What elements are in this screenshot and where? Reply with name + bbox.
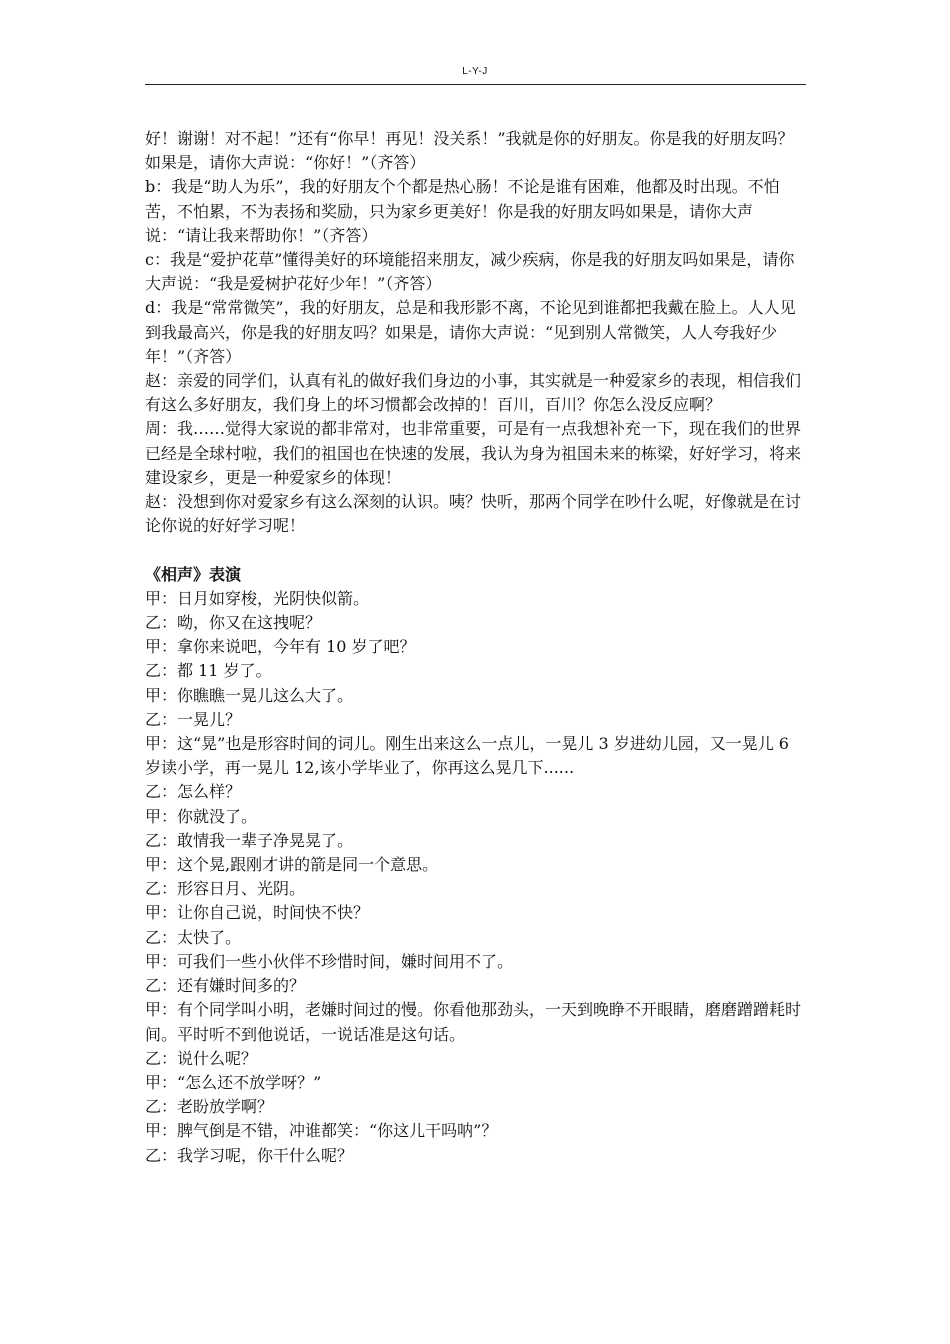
- dialogue-line: 乙：形容日月、光阴。: [145, 879, 306, 899]
- paragraph-zhao-2: 赵：没想到你对爱家乡有这么深刻的认识。咦？快听，那两个同学在吵什么呢，好像就是在讨论你说的好好学习呢！: [145, 492, 802, 536]
- paragraph-friend-d: d：我是“常常微笑”，我的好朋友，总是和我形影不离，不论见到谁都把我戴在脸上。人人见到我最高兴，你是我的好朋友吗？如果是，请你大声说：“见到别人常微笑，人人夸我好少年！”（齐答）: [145, 298, 796, 366]
- dialogue-line: 乙：说什么呢？: [145, 1048, 258, 1068]
- page-header: L-Y-J: [462, 66, 488, 77]
- dialogue-line: 甲：你就没了。: [145, 806, 258, 826]
- dialogue-line: 乙：都 11 岁了。: [145, 661, 272, 681]
- dialogue-line: 甲：脾气倒是不错，冲谁都笑：“你这儿干吗呐”？: [145, 1121, 498, 1141]
- section-title: 《相声》表演: [145, 564, 242, 584]
- paragraph-friend-b: b：我是“助人为乐”，我的好朋友个个都是热心肠！不论是谁有困难，他都及时出现。不怕苦，不怕累，不为表扬和奖励，只为家乡更美好！你是我的好朋友吗如果是，请你大声说：“请让我来帮助你！”（齐答）: [145, 177, 780, 245]
- dialogue-line: 乙：呦，你又在这拽呢？: [145, 613, 322, 633]
- dialogue-line: 甲：日月如穿梭，光阴快似箭。: [145, 588, 370, 608]
- dialogue-line: 甲：这个晃,跟刚才讲的箭是同一个意思。: [145, 855, 439, 875]
- dialogue-line: 乙：怎么样？: [145, 782, 242, 802]
- dialogue-line: 甲：这“晃”也是形容时间的词儿。刚生出来这么一点儿，一晃儿 3 岁进幼儿园，又一晃儿 6 岁读小学，再一晃儿 12,该小学毕业了，你再这么晃几下......: [145, 734, 789, 778]
- dialogue-line: 乙：我学习呢，你干什么呢？: [145, 1145, 354, 1165]
- paragraph-greeting: 好！谢谢！对不起！”还有“你早！再见！没关系！”我就是你的好朋友。你是我的好朋友吗？如果是，请你大声说：“你好！”（齐答）: [145, 129, 794, 173]
- dialogue-line: 甲：可我们一些小伙伴不珍惜时间，嫌时间用不了。: [145, 951, 514, 971]
- dialogue-line: 甲：有个同学叫小明，老嫌时间过的慢。你看他那劲头，一天到晚睁不开眼睛，磨磨蹭蹭耗时间。平时听不到他说话，一说话准是这句话。: [145, 1000, 802, 1044]
- dialogue-line: 乙：敢情我一辈子净晃晃了。: [145, 830, 354, 850]
- dialogue-line: 甲：让你自己说，时间快不快？: [145, 903, 370, 923]
- document-body: [145, 127, 809, 1168]
- paragraph-zhou: 周：我……觉得大家说的都非常对，也非常重要，可是有一点我想补充一下，现在我们的世界已经是全球村啦，我们的祖国也在快速的发展，我认为身为祖国未来的栋梁，好好学习，将来建设家乡，更是一种爱家乡的体现！: [145, 419, 802, 487]
- dialogue-line: 甲：你瞧瞧一晃儿这么大了。: [145, 685, 354, 705]
- paragraph-zhao-1: 赵：亲爱的同学们，认真有礼的做好我们身边的小事，其实就是一种爱家乡的表现，相信我们有这么多好朋友，我们身上的坏习惯都会改掉的！百川，百川？你怎么没反应啊？: [145, 371, 802, 415]
- dialogue-line: 乙：一晃儿？: [145, 709, 242, 729]
- blank-line: [145, 538, 809, 562]
- dialogue-line: 乙：太快了。: [145, 927, 242, 947]
- dialogue-line: 乙：老盼放学啊？: [145, 1097, 274, 1117]
- dialogue-line: 甲：“怎么还不放学呀？”: [145, 1072, 322, 1092]
- dialogue-line: 乙：还有嫌时间多的？: [145, 976, 306, 996]
- header-rule: [145, 84, 806, 85]
- paragraph-friend-c: c：我是“爱护花草”懂得美好的环境能招来朋友，减少疾病，你是我的好朋友吗如果是，请你大声说：“我是爱树护花好少年！”（齐答）: [145, 250, 795, 294]
- dialogue-line: 甲：拿你来说吧，今年有 10 岁了吧？: [145, 637, 416, 657]
